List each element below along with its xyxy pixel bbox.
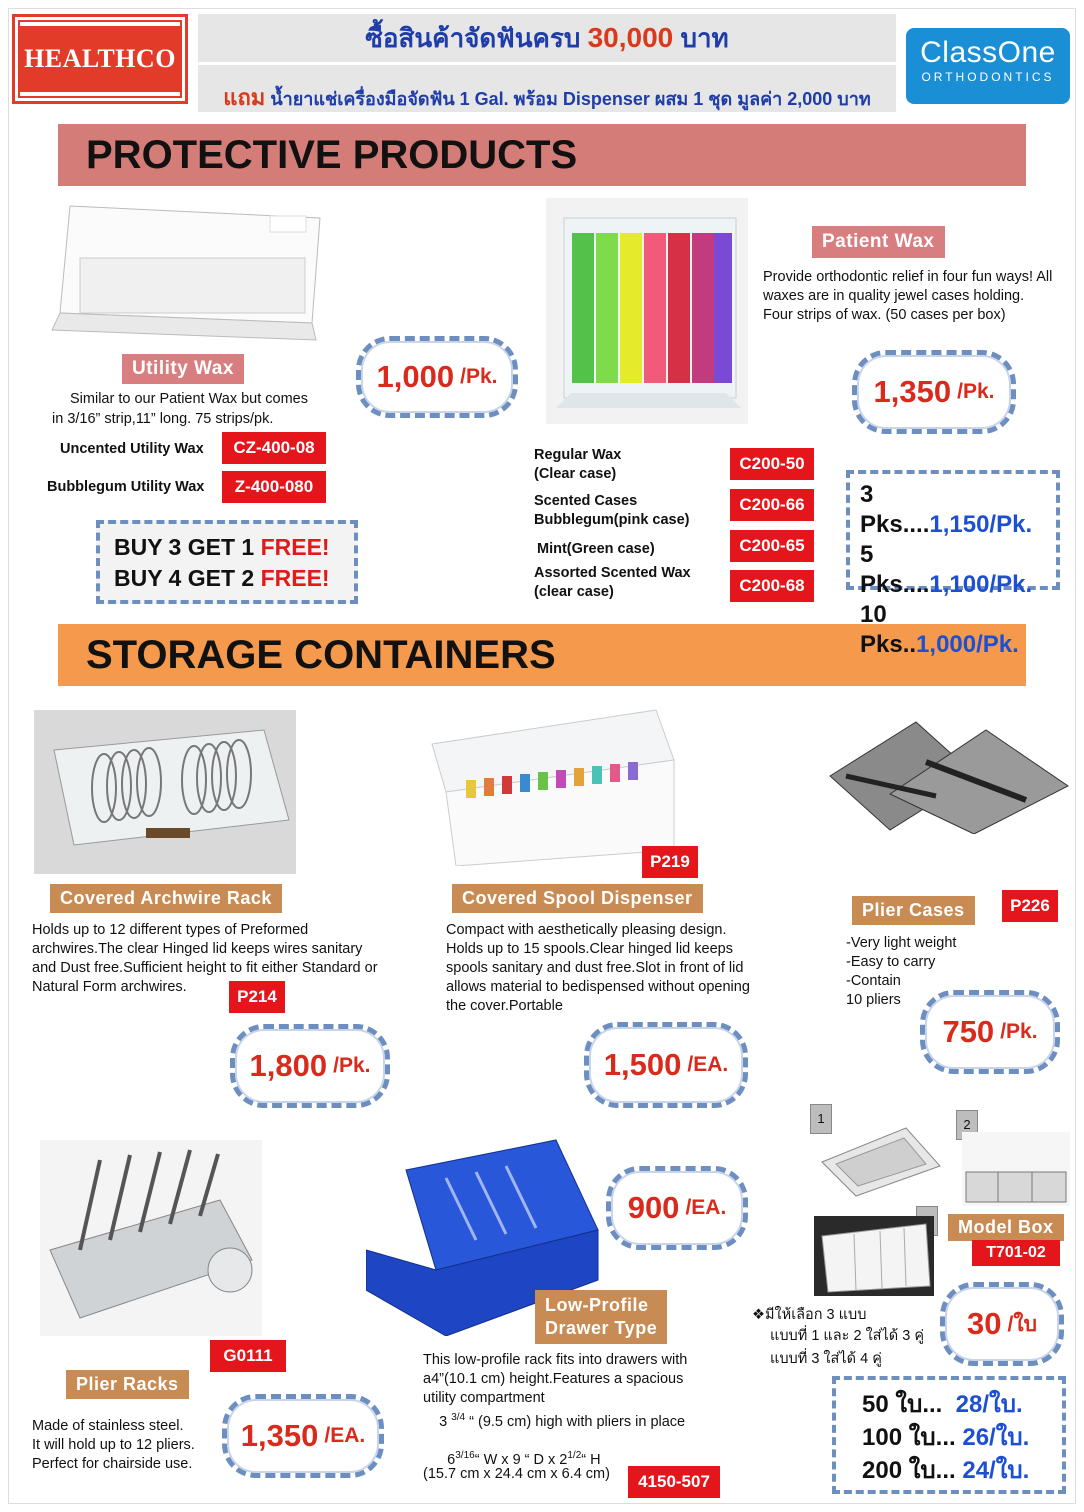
patient-wax-tier-pricing — [846, 470, 1060, 658]
promo-line-1: ซื้อสินค้าจัดฟันครบ 30,000 บาท — [365, 22, 729, 53]
patient-wax-item-code: C200-68 — [730, 570, 814, 602]
promo-line: BUY 4 GET 2 FREE! — [114, 565, 330, 591]
plier-cases-illustration — [826, 716, 1072, 834]
spool-dispenser-desc: Compact with aesthetically pleasing design. Holds up to 15 spools.Clear hinged lid keeps spools sanitary and dust free.Slot in front of lid allows material to bedispensed without opening the cover.Portable — [446, 922, 750, 1014]
utility-wax-box-illustration — [40, 198, 330, 348]
healthco-logo: HEALTHCO — [12, 14, 188, 104]
buy-get-free-promo — [96, 520, 358, 604]
classone-logo: ClassOne ORTHODONTICS — [906, 28, 1070, 104]
spool-dispenser-illustration — [426, 700, 680, 866]
patient-wax-image — [546, 198, 748, 424]
drawer-type-desc: This low-profile rack fits into drawers with a4”(10.1 cm) height.Features a spacious utility compartment — [423, 1352, 688, 1406]
utility-wax-item-name: Bubblegum Utility Wax — [47, 479, 205, 495]
spool-dispenser-image — [426, 700, 680, 866]
plier-racks-illustration — [40, 1140, 262, 1336]
plier-cases-code: P226 — [1002, 890, 1058, 922]
drawer-type-dim-inches: $6^{3/16}“$ W x 9 “ D x $2^{1/2}“$ H — [447, 1450, 601, 1468]
utility-wax-image — [40, 198, 330, 348]
plier-cases-title: Plier Cases — [852, 896, 975, 925]
patient-wax-item-name: Assorted Scented Wax (clear case) — [534, 565, 691, 600]
patient-wax-item-code: C200-66 — [730, 489, 814, 521]
model-box-option-tag: 1 — [810, 1104, 832, 1134]
patient-wax-item-code: C200-50 — [730, 448, 814, 480]
header-divider — [198, 62, 896, 65]
patient-wax-price-badge: 1,350 /Pk. — [852, 350, 1016, 434]
drawer-type-price-badge: 900 /EA. — [606, 1166, 748, 1250]
utility-wax-item-name: Uncented Utility Wax — [60, 441, 204, 457]
patient-wax-item-name: Scented Cases Bubblegum(pink case) — [534, 493, 690, 528]
utility-wax-desc-1: Similar to our Patient Wax but comes — [70, 391, 308, 407]
utility-wax-title: Utility Wax — [122, 354, 244, 384]
plier-racks-code: G0111 — [210, 1340, 286, 1372]
tier-row: 200 ใบ... 24/ใบ. — [862, 1457, 1030, 1484]
plier-cases-price-badge: 750 /Pk. — [920, 990, 1060, 1074]
drawer-type-dim-cm: (15.7 cm x 24.4 cm x 6.4 cm) — [423, 1466, 610, 1482]
plier-racks-price-badge: 1,350 /EA. — [222, 1394, 384, 1478]
spool-dispenser-title: Covered Spool Dispenser — [452, 884, 703, 913]
model-box-tier-pricing — [832, 1376, 1066, 1494]
section-storage-containers: STORAGE CONTAINERS — [58, 624, 1026, 686]
model-box-note: ❖มีให้เลือก 3 แบบ — [752, 1307, 867, 1323]
drawer-type-code: 4150-507 — [628, 1466, 720, 1498]
tier-row: 100 ใบ... 26/ใบ. — [862, 1424, 1030, 1451]
plier-racks-image — [40, 1140, 262, 1336]
tier-row: 5 Pks....1,100/Pk. — [860, 541, 1033, 598]
model-box-note: แบบที่ 3 ใส่ได้ 4 คู่ — [770, 1351, 882, 1367]
spool-dispenser-code: P219 — [642, 846, 698, 878]
model-box-3-image — [814, 1216, 934, 1296]
model-box-note: แบบที่ 1 และ 2 ใส่ได้ 3 คู่ — [770, 1328, 925, 1344]
archwire-rack-image — [34, 710, 296, 874]
model-box-1-image — [816, 1122, 942, 1198]
patient-wax-item-code: C200-65 — [730, 530, 814, 562]
model-box-1-illustration — [816, 1122, 942, 1198]
patient-wax-desc: Provide orthodontic relief in four fun ways! All waxes are in quality jewel cases holding. Four strips of wax. (50 cases per box) — [763, 269, 1053, 323]
tier-row: 3 Pks....1,150/Pk. — [860, 481, 1033, 538]
archwire-rack-desc: Holds up to 12 different types of Preformed archwires.The clear Hinged lid keeps wires sanitary and Dust free.Sufficient height to fit either Standard or Natural Form archwires. — [32, 922, 378, 995]
plier-racks-title: Plier Racks — [66, 1370, 189, 1399]
model-box-2-illustration — [962, 1132, 1070, 1206]
tier-row: 10 Pks..1,000/Pk. — [860, 601, 1019, 658]
model-box-option-tag: 2 — [956, 1110, 978, 1140]
promo-line: BUY 3 GET 1 FREE! — [114, 534, 330, 560]
model-box-price-badge: 30 /ใบ — [940, 1282, 1064, 1366]
tier-row: 50 ใบ... 28/ใบ. — [862, 1391, 1023, 1418]
drawer-type-title: Low-Profile Drawer Type — [535, 1290, 667, 1344]
utility-wax-price-badge: 1,000 /Pk. — [356, 336, 518, 418]
model-box-3-illustration — [814, 1216, 934, 1296]
drawer-type-dim-height: 3 $^{3/4}$ “ (9.5 cm) high with pliers in place — [439, 1412, 686, 1430]
model-box-title: Model Box — [948, 1214, 1064, 1241]
archwire-rack-title: Covered Archwire Rack — [50, 884, 282, 913]
utility-wax-item-code: CZ-400-08 — [222, 432, 326, 464]
patient-wax-rack-illustration — [546, 198, 748, 424]
archwire-rack-code: P214 — [229, 981, 285, 1013]
utility-wax-item-code: Z-400-080 — [222, 471, 326, 503]
model-box-code: T701-02 — [972, 1240, 1060, 1266]
archwire-rack-price-badge: 1,800 /Pk. — [230, 1024, 390, 1108]
patient-wax-item-name: Regular Wax (Clear case) — [534, 447, 622, 482]
plier-cases-features: -Very light weight -Easy to carry -Contain 10 pliers — [846, 935, 957, 1008]
patient-wax-title: Patient Wax — [812, 226, 945, 258]
spool-dispenser-price-badge: 1,500 /EA. — [584, 1022, 748, 1108]
promo-line-2: แถม น้ำยาแช่เครื่องมือจัดฟัน 1 Gal. พร้อม Dispenser ผสม 1 ชุด มูลค่า 2,000 บาท — [223, 85, 871, 110]
plier-cases-image — [826, 716, 1072, 834]
section-protective-products: PROTECTIVE PRODUCTS — [58, 124, 1026, 186]
model-box-2-image — [962, 1132, 1070, 1206]
patient-wax-item-name: Mint(Green case) — [537, 541, 655, 557]
plier-racks-features: Made of stainless steel. It will hold up to 12 pliers. Perfect for chairside use. — [32, 1418, 195, 1472]
utility-wax-desc-2: in 3/16” strip,11” long. 75 strips/pk. — [52, 411, 274, 427]
archwire-rack-illustration — [34, 710, 296, 874]
